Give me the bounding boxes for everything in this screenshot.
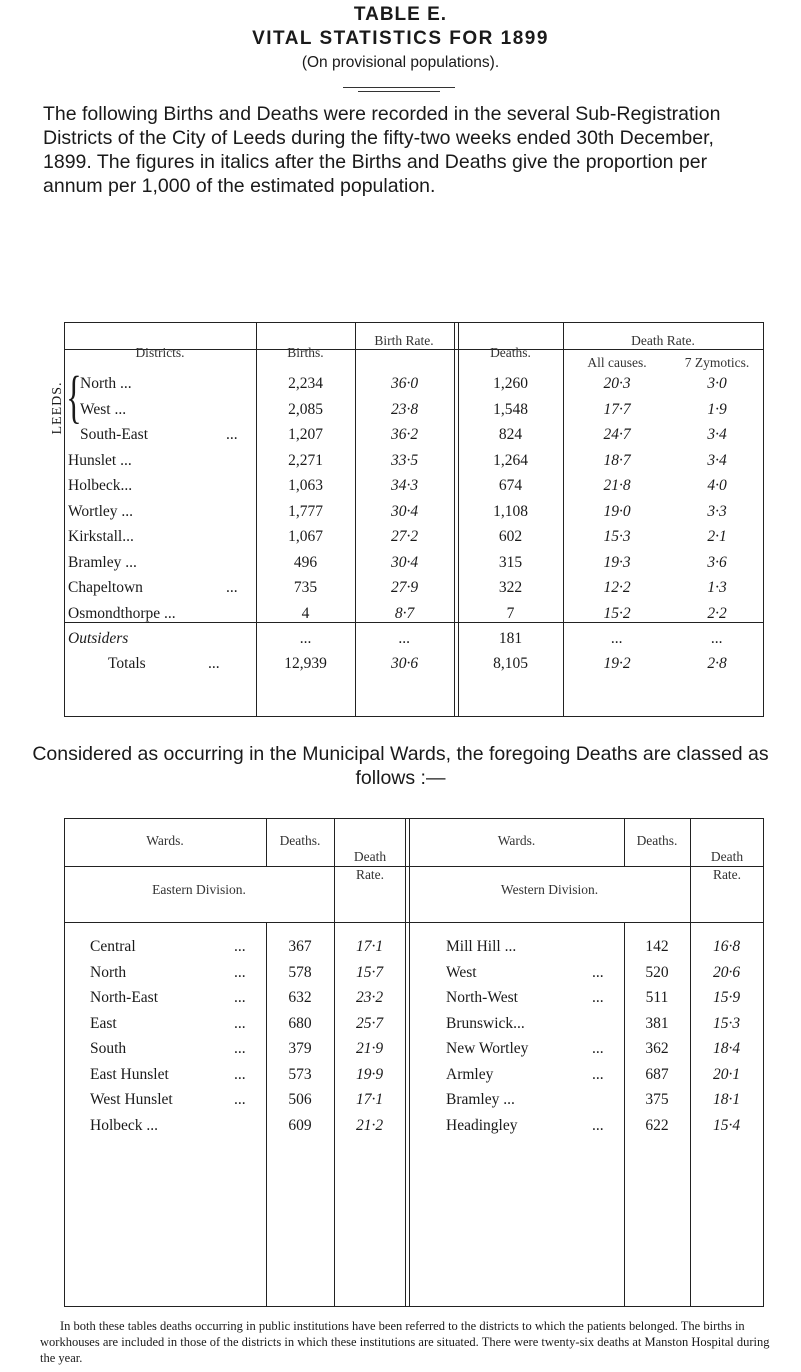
district-all-causes: 24·7 [603, 426, 631, 443]
column-divider [405, 818, 406, 1306]
east-ward-deaths: 609 [288, 1117, 312, 1134]
wards-subheader-border [64, 866, 764, 867]
west-ward-name: North-West [446, 989, 518, 1006]
district-deaths: 1,108 [493, 503, 528, 520]
west-ward-deaths: 622 [645, 1117, 669, 1134]
district-zymotics: 4·0 [707, 477, 727, 494]
district-births: 4 [301, 605, 310, 622]
district-deaths: 1,260 [493, 375, 528, 392]
district-birth-rate: 30·4 [390, 554, 419, 571]
west-ward-name: Armley [446, 1066, 494, 1083]
district-name: Holbeck... [68, 477, 133, 494]
totals-deaths: 8,105 [493, 655, 528, 672]
header-all-causes: All causes. [587, 355, 647, 370]
district-deaths: 1,548 [493, 401, 528, 418]
district-deaths: 602 [498, 528, 523, 545]
east-ward-deaths: 506 [288, 1091, 312, 1108]
district-deaths: 322 [498, 579, 523, 596]
district-name: Outsiders [68, 630, 129, 647]
district-zymotics: 1·3 [707, 579, 727, 596]
district-name: Wortley ... [68, 503, 134, 520]
leader-dots: ... [592, 1040, 604, 1057]
west-ward-rate: 20·6 [712, 964, 741, 981]
wards-top-border [64, 818, 764, 819]
west-ward-name: New Wortley [446, 1040, 529, 1057]
district-name: Chapeltown [68, 579, 143, 596]
district-name: Bramley ... [68, 554, 137, 571]
west-ward-name: Mill Hill ... [446, 938, 517, 955]
district-deaths: 181 [498, 630, 523, 647]
leader-dots: ... [234, 964, 246, 981]
totals-birth-rate: 30·6 [390, 655, 419, 672]
intro-paragraph: The following Births and Deaths were recorded in the several Sub-Registration Districts of the City of Leeds during the fifty-two weeks ended 30th December, 1899. The figures in italics after the Births and Deaths give the proportion per annum per 1,000 of the estimated population. [43, 103, 721, 197]
leader-dots: ... [234, 989, 246, 1006]
district-zymotics: 2·2 [707, 605, 727, 622]
district-all-causes: 19·0 [603, 503, 631, 520]
district-all-causes: 17·7 [603, 401, 631, 418]
east-ward-rate: 25·7 [355, 1015, 384, 1032]
district-all-causes: 12·2 [603, 579, 631, 596]
district-deaths: 7 [506, 605, 515, 622]
header-east-deaths: Deaths. [279, 833, 321, 848]
district-all-causes: 15·3 [603, 528, 631, 545]
district-birth-rate: ... [398, 630, 411, 647]
district-deaths: 824 [498, 426, 523, 443]
east-ward-rate: 17·1 [355, 1091, 384, 1108]
header-west-deaths: Deaths. [636, 833, 678, 848]
district-deaths: 1,264 [493, 452, 528, 469]
district-all-causes: 19·3 [603, 554, 631, 571]
east-ward-name: West Hunslet [90, 1091, 173, 1108]
district-births: ... [299, 630, 312, 647]
east-ward-rate: 19·9 [355, 1066, 384, 1083]
header-east-wards: Wards. [146, 833, 184, 848]
east-ward-name: Holbeck ... [90, 1117, 159, 1134]
east-ward-rate: 15·7 [355, 964, 384, 981]
east-ward-name: Central [90, 938, 136, 955]
district-birth-rate: 30·4 [390, 503, 419, 520]
leeds-brace: { [66, 364, 82, 429]
leeds-group-label: LEEDS. [50, 381, 65, 435]
east-ward-rate: 17·1 [355, 938, 384, 955]
leader-dots: ... [226, 579, 238, 596]
east-ward-deaths: 632 [288, 989, 312, 1006]
district-births: 1,067 [288, 528, 323, 545]
east-ward-deaths: 367 [288, 938, 312, 955]
leader-dots: ... [592, 964, 604, 981]
west-ward-rate: 16·8 [712, 938, 741, 955]
east-ward-name: East [90, 1015, 117, 1032]
district-births: 1,207 [288, 426, 323, 443]
totals-label: Totals [108, 655, 146, 672]
west-ward-name: West [446, 964, 477, 981]
district-name: Kirkstall... [68, 528, 134, 545]
district-births: 1,777 [288, 503, 323, 520]
column-divider [690, 818, 691, 1306]
district-birth-rate: 27·9 [390, 579, 419, 596]
district-name: Osmondthorpe ... [68, 605, 176, 622]
west-ward-rate: 15·4 [712, 1117, 741, 1134]
west-ward-rate: 15·9 [712, 989, 741, 1006]
district-birth-rate: 36·0 [390, 375, 419, 392]
district-all-causes: 21·8 [603, 477, 631, 494]
district-name: North ... [80, 375, 132, 392]
district-all-causes: 20·3 [603, 375, 631, 392]
leader-dots: ... [592, 989, 604, 1006]
east-ward-rate: 23·2 [355, 989, 384, 1006]
header-western-division: Western Division. [500, 882, 599, 897]
footnote: In both these tables deaths occurring in public institutions have been referred to the districts to which the patients belonged. The births in workhouses are included in those of the districts in which these institutions are situated. There were twenty-six deaths at Manston Hospital during the year. [40, 1319, 770, 1365]
west-ward-name: Brunswick... [446, 1015, 525, 1032]
wards-intro: Considered as occurring in the Municipal Wards, the foregoing Deaths are classed as follows :— [32, 743, 769, 789]
header-east-death-rate: Death Rate. [353, 849, 387, 882]
district-zymotics: 1·9 [707, 401, 727, 418]
district-zymotics: 3·0 [707, 375, 727, 392]
east-ward-name: South [90, 1040, 127, 1057]
header-eastern-division: Eastern Division. [152, 882, 246, 897]
district-zymotics: 2·1 [707, 528, 727, 545]
page-subtitle: (On provisional populations). [301, 54, 500, 71]
east-ward-rate: 21·9 [355, 1040, 384, 1057]
leader-dots: ... [234, 1091, 246, 1108]
east-ward-deaths: 379 [288, 1040, 312, 1057]
leader-dots: ... [592, 1117, 604, 1134]
district-zymotics: 3·4 [707, 452, 727, 469]
east-ward-deaths: 573 [288, 1066, 312, 1083]
west-ward-rate: 20·1 [712, 1066, 741, 1083]
east-ward-deaths: 680 [288, 1015, 312, 1032]
district-name: Hunslet ... [68, 452, 132, 469]
district-birth-rate: 33·5 [390, 452, 419, 469]
header-zymotics: 7 Zymotics. [684, 355, 750, 370]
west-ward-deaths: 142 [645, 938, 669, 955]
leader-dots: ... [234, 1015, 246, 1032]
west-ward-rate: 18·4 [712, 1040, 741, 1057]
district-zymotics: 3·6 [707, 554, 727, 571]
west-ward-name: Bramley ... [446, 1091, 515, 1108]
district-birth-rate: 8·7 [394, 605, 415, 622]
district-birth-rate: 34·3 [390, 477, 419, 494]
header-deaths: Deaths. [490, 345, 531, 360]
totals-all-causes: 19·2 [603, 655, 631, 672]
district-deaths: 315 [498, 554, 523, 571]
district-births: 2,271 [288, 452, 323, 469]
east-ward-rate: 21·2 [355, 1117, 384, 1134]
column-divider [763, 818, 764, 1306]
district-birth-rate: 23·8 [390, 401, 419, 418]
west-ward-deaths: 511 [645, 989, 669, 1006]
column-divider [334, 818, 335, 1306]
west-ward-deaths: 381 [645, 1015, 669, 1032]
district-deaths: 674 [498, 477, 523, 494]
totals-dots: ... [208, 655, 220, 672]
district-births: 2,085 [288, 401, 323, 418]
west-ward-rate: 18·1 [712, 1091, 741, 1108]
leader-dots: ... [234, 1040, 246, 1057]
wards-bottom-border [64, 1306, 764, 1307]
district-name: South-East [80, 426, 149, 443]
district-births: 496 [293, 554, 318, 571]
district-zymotics: ... [711, 630, 723, 647]
west-ward-deaths: 375 [645, 1091, 669, 1108]
east-ward-name: North-East [90, 989, 159, 1006]
totals-births: 12,939 [284, 655, 327, 672]
leader-dots: ... [226, 426, 238, 443]
leader-dots: ... [234, 938, 246, 955]
district-name: West ... [80, 401, 127, 418]
leader-dots: ... [592, 1066, 604, 1083]
district-birth-rate: 27·2 [390, 528, 419, 545]
header-districts: Districts. [135, 345, 185, 360]
district-zymotics: 3·3 [707, 503, 727, 520]
header-birth-rate: Birth Rate. [374, 333, 434, 348]
district-all-causes: 18·7 [603, 452, 631, 469]
header-west-wards: Wards. [497, 833, 536, 848]
district-all-causes: ... [611, 630, 623, 647]
wards-header-bottom-border [64, 922, 764, 923]
district-all-causes: 15·2 [603, 605, 631, 622]
east-ward-name: East Hunslet [90, 1066, 169, 1083]
west-ward-deaths: 520 [645, 964, 669, 981]
west-ward-rate: 15·3 [712, 1015, 741, 1032]
district-births: 2,234 [288, 375, 323, 392]
east-ward-deaths: 578 [288, 964, 312, 981]
header-births: Births. [287, 345, 324, 360]
east-ward-name: North [90, 964, 127, 981]
west-ward-name: Headingley [446, 1117, 518, 1134]
table-label: TABLE E. [353, 4, 448, 25]
header-west-death-rate: Death Rate. [710, 849, 744, 882]
west-ward-deaths: 687 [645, 1066, 669, 1083]
district-zymotics: 3·4 [707, 426, 727, 443]
district-births: 735 [293, 579, 318, 596]
district-birth-rate: 36·2 [390, 426, 419, 443]
totals-zymotics: 2·8 [707, 655, 727, 672]
page-title: VITAL STATISTICS FOR 1899 [252, 28, 549, 49]
west-ward-deaths: 362 [645, 1040, 669, 1057]
leader-dots: ... [234, 1066, 246, 1083]
header-death-rate: Death Rate. [631, 333, 695, 348]
district-births: 1,063 [288, 477, 323, 494]
